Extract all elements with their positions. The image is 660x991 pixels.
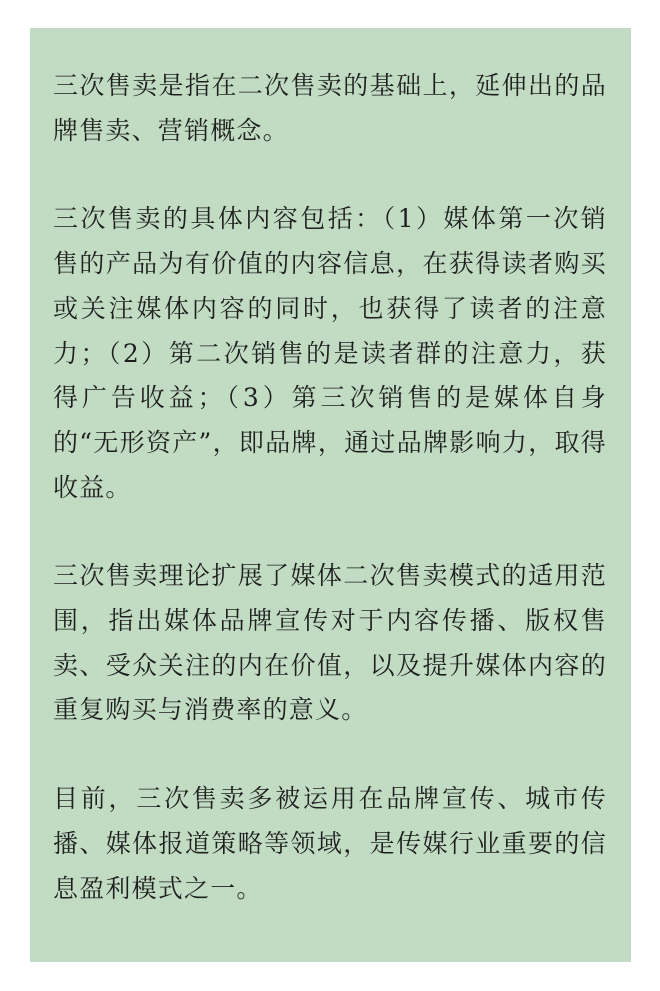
- text-card: [30, 28, 631, 962]
- paragraph-application: 目前，三次售卖多被运用在品牌宣传、城市传播、媒体报道策略等领域，是传媒行业重要的信息盈利模式之一。: [53, 784, 607, 903]
- paragraph-theory: 三次售卖理论扩展了媒体二次售卖模式的适用范围，指出媒体品牌宣传对于内容传播、版权售卖、受众关注的内在价值，以及提升媒体内容的重复购买与消费率的意义。: [53, 561, 607, 725]
- paragraph-content: 三次售卖的具体内容包括：（1）媒体第一次销售的产品为有价值的内容信息，在获得读者购买或关注媒体内容的同时，也获得了读者的注意力；（2）第二次销售的是读者群的注意力，获得广告收益；（3）第三次销售的是媒体自身的“无形资产”，即品牌，通过品牌影响力，取得收益。: [53, 204, 607, 502]
- paragraph-definition: 三次售卖是指在二次售卖的基础上，延伸出的品牌售卖、营销概念。: [53, 71, 607, 145]
